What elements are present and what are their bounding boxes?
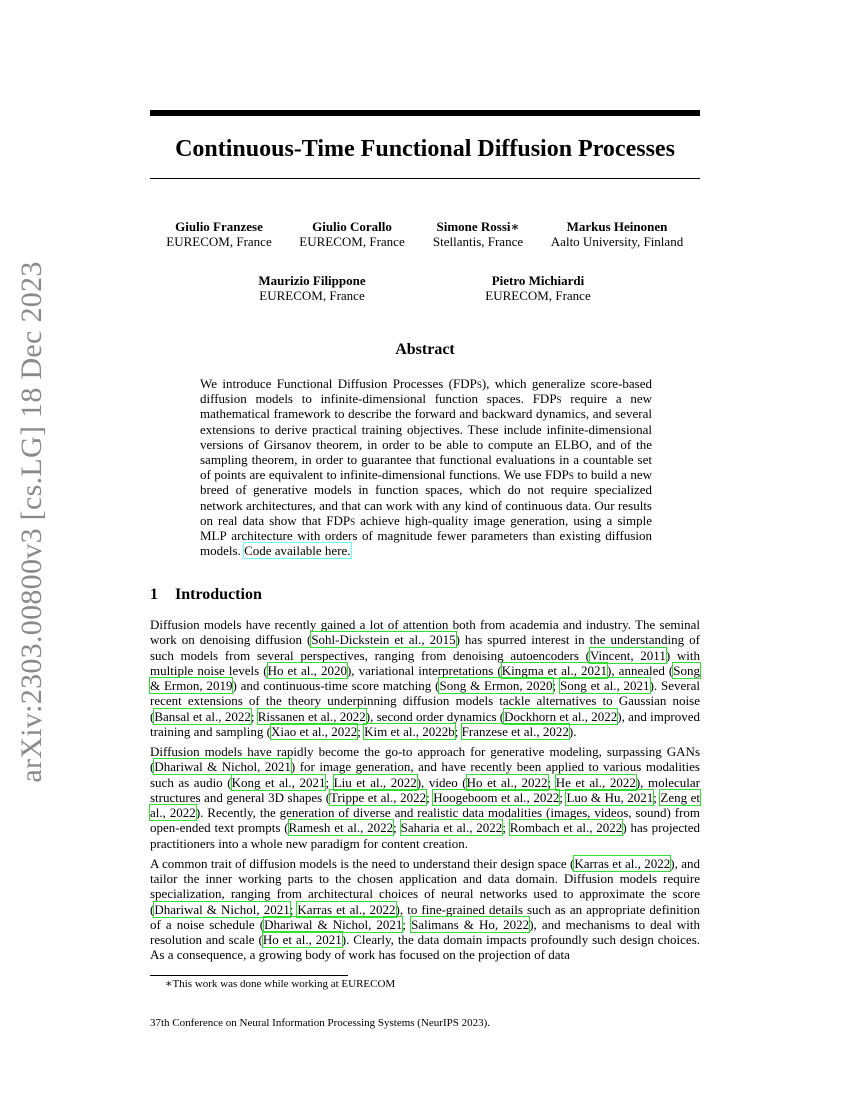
- paragraph-text: ), and tailor the inner working parts to the chosen application and data domain. Diffusion models require specialization, ranging from architectural choices of neural networks used to approximate the score (: [150, 855, 700, 917]
- citation-link[interactable]: Rombach et al., 2022: [509, 820, 623, 836]
- paragraph-text: ). Clearly, the data domain impacts profoundly such design choices. As a consequence, a growing body of work has focused on the projection of data: [150, 932, 701, 963]
- paragraph-text: ) and continuous-time score matching (: [232, 678, 440, 693]
- citation-link[interactable]: Rissanen et al., 2022: [257, 708, 366, 724]
- citation-link[interactable]: Trippe et al., 2022: [330, 789, 427, 805]
- citation-link[interactable]: Dhariwal & Nichol, 2021: [154, 759, 291, 775]
- citation-link[interactable]: Ho et al., 2022: [466, 774, 548, 790]
- author-name: Giulio Franzese: [175, 219, 263, 234]
- citation-link[interactable]: Zeng et al., 2022: [150, 789, 700, 820]
- paragraph-text: ;: [547, 774, 556, 790]
- author-block: [288, 219, 416, 249]
- citation-link[interactable]: Bansal et al., 2022: [154, 708, 251, 724]
- citation-link[interactable]: Xiao et al., 2022: [270, 723, 358, 739]
- conference-note: 37th Conference on Neural Information Processing Systems (NeurIPS 2023).: [150, 1017, 491, 1029]
- title-top-rule: [150, 110, 700, 116]
- acronym: GAN: [666, 744, 695, 759]
- paragraph-text: ;: [454, 723, 462, 739]
- paragraph-text: s (: [150, 744, 700, 775]
- paragraph-text: ;: [250, 708, 258, 724]
- author-affiliation: EURECOM, France: [299, 234, 405, 249]
- paper-title: Continuous-Time Functional Diffusion Processes: [175, 136, 675, 162]
- citation-link[interactable]: Song et al., 2021: [560, 678, 650, 693]
- section-number: 1: [150, 586, 158, 603]
- paragraph-text: Diffusion models have rapidly become the go-to approach for generative modeling, surpassing: [150, 744, 667, 759]
- paragraph-text: ;: [357, 723, 365, 739]
- title-bottom-rule: [150, 178, 700, 179]
- citation-link[interactable]: Ramesh et al., 2022: [288, 820, 394, 836]
- citation-link[interactable]: Karras et al., 2022: [574, 855, 671, 871]
- citation-link[interactable]: Vincent, 2011: [589, 647, 666, 663]
- paragraph-text: ;: [552, 678, 560, 693]
- paragraph-text: ;: [426, 789, 434, 805]
- paragraph-text: ). Recently, the generation of diverse and realistic data modalities (images, videos, sound) from open-ended text prompts (: [150, 805, 701, 836]
- citation-link[interactable]: Dockhorn et al., 2022: [504, 708, 618, 724]
- paragraph-text: ;: [402, 916, 412, 932]
- author-name: Pietro Michiardi: [491, 273, 585, 288]
- paragraph-text: ;: [289, 901, 298, 917]
- author-affiliation: Stellantis, France: [432, 234, 524, 249]
- paragraph-text: Diffusion models have recently gained a lot of attention both from academia and industry. The seminal work on denoising diffusion (: [150, 617, 700, 648]
- citation-link[interactable]: Karras et al., 2022: [297, 901, 396, 917]
- citation-link[interactable]: Kim et al., 2022b: [364, 723, 455, 739]
- author-block: [421, 219, 535, 249]
- paragraph: [150, 744, 700, 851]
- paragraph-text: ), second order dynamics (: [365, 708, 505, 724]
- paragraph-text: ).: [568, 723, 577, 739]
- paragraph-text: ;: [653, 789, 661, 805]
- paragraph-text: A common trait of diffusion models is the need to understand their design space (: [150, 855, 575, 871]
- citation-link[interactable]: Hoogeboom et al., 2022: [433, 789, 560, 805]
- section-heading: [150, 586, 262, 604]
- author-name: Maurizio Filippone: [258, 273, 366, 288]
- paragraph-text: ;: [325, 774, 334, 790]
- author-block: [468, 273, 608, 303]
- abstract-heading: Abstract: [395, 341, 455, 358]
- citation-link[interactable]: Song & Ermon, 2020: [439, 678, 553, 693]
- citation-link[interactable]: Salimans & Ho, 2022: [411, 916, 530, 932]
- paragraph-text: ;: [393, 820, 401, 836]
- paragraph-text: ). Several recent extensions of the theory underpinning diffusion models tackle alternatives to Gaussian noise (: [150, 678, 700, 724]
- author-block: [155, 219, 283, 249]
- arxiv-identifier: arXiv:2303.00800v3 [cs.LG] 18 Dec 2023: [15, 261, 48, 783]
- citation-link[interactable]: Ho et al., 2021: [262, 932, 342, 947]
- paragraph: [150, 856, 700, 963]
- paragraph-text: ) for image generation, and have recently been applied to various modalities such as audio (: [150, 759, 700, 790]
- paragraph-text: ), and improved training and sampling (: [150, 708, 700, 739]
- paragraph-text: ), annealed (: [607, 662, 674, 678]
- citation-link[interactable]: Ho et al., 2020: [267, 662, 347, 678]
- footnote-rule: [150, 975, 348, 976]
- citation-link[interactable]: Sohl-Dickstein et al., 2015: [311, 632, 456, 648]
- paragraph-text: ), molecular structures and general 3D shapes (: [150, 774, 700, 805]
- citation-link[interactable]: Dhariwal & Nichol, 2021: [264, 916, 403, 932]
- section-title: Introduction: [175, 586, 262, 603]
- author-affiliation: EURECOM, France: [485, 288, 591, 303]
- introduction-body: [150, 617, 700, 968]
- author-name: Giulio Corallo: [312, 219, 392, 234]
- paragraph-text: ;: [502, 820, 510, 836]
- author-affiliation: EURECOM, France: [166, 234, 272, 249]
- abstract-text: We introduce Functional Diffusion Processes (FDPs), which generalize score-based diffusion models to infinite-dimensional function spaces. FDPs require a new mathematical framework to describe the forward and backward dynamics, and several extensions to derive practical training objectives. These include infinite-dimensional versions of Girsanov theorem, in order to be able to compute an ELBO, and of the sampling theorem, in order to guarantee that functional evaluations in a countable set of points are equivalent to infinite-dimensional functions. We use FDPs to build a new breed of generative models in function spaces, which do not require specialized network architectures, and that can work with any kind of continuous data. Our results on real data show that FDPs achieve high-quality image generation, using a simple MLP architecture with orders of magnitude fewer parameters than existing diffusion models. Code available here.: [200, 376, 653, 559]
- author-name: Markus Heinonen: [566, 219, 668, 234]
- author-affiliation: EURECOM, France: [259, 288, 365, 303]
- paragraph-text: ), video (: [416, 774, 467, 790]
- author-block: [242, 273, 382, 303]
- citation-link[interactable]: Kong et al., 2021: [231, 774, 326, 790]
- citation-link[interactable]: Franzese et al., 2022: [461, 723, 569, 739]
- paragraph-text: ;: [559, 789, 567, 805]
- footnote: ∗This work was done while working at EURECOM: [165, 978, 396, 990]
- citation-link[interactable]: Kingma et al., 2021: [501, 662, 608, 678]
- code-link[interactable]: Code available here.: [244, 543, 351, 559]
- paragraph: [150, 617, 700, 739]
- citation-link[interactable]: Dhariwal & Nichol, 2021: [154, 901, 290, 917]
- paragraph-text: ), to fine-grained details such as an appropriate definition of a noise schedule (: [150, 901, 700, 932]
- citation-link[interactable]: Liu et al., 2022: [333, 774, 417, 790]
- author-name: Simone Rossi∗: [436, 219, 520, 234]
- citation-link[interactable]: Song & Ermon, 2019: [150, 662, 700, 693]
- citation-link[interactable]: Luo & Hu, 2021: [566, 789, 654, 805]
- paragraph-text: ) has projected practitioners into a whole new paradigm for content creation.: [150, 820, 700, 851]
- paragraph-text: ) has spurred interest in the understanding of such models from several perspectives, ranging from denoising autoencoders (: [150, 632, 700, 663]
- paragraph-text: ), variational interpretations (: [346, 662, 502, 678]
- citation-link[interactable]: Saharia et al., 2022: [400, 820, 503, 836]
- paragraph-text: ) with multiple noise levels (: [150, 647, 700, 678]
- citation-link[interactable]: He et al., 2022: [555, 774, 636, 790]
- author-block: [540, 219, 694, 249]
- paragraph-text: ), and mechanisms to deal with resolution and scale (: [150, 916, 700, 947]
- author-affiliation: Aalto University, Finland: [550, 234, 684, 249]
